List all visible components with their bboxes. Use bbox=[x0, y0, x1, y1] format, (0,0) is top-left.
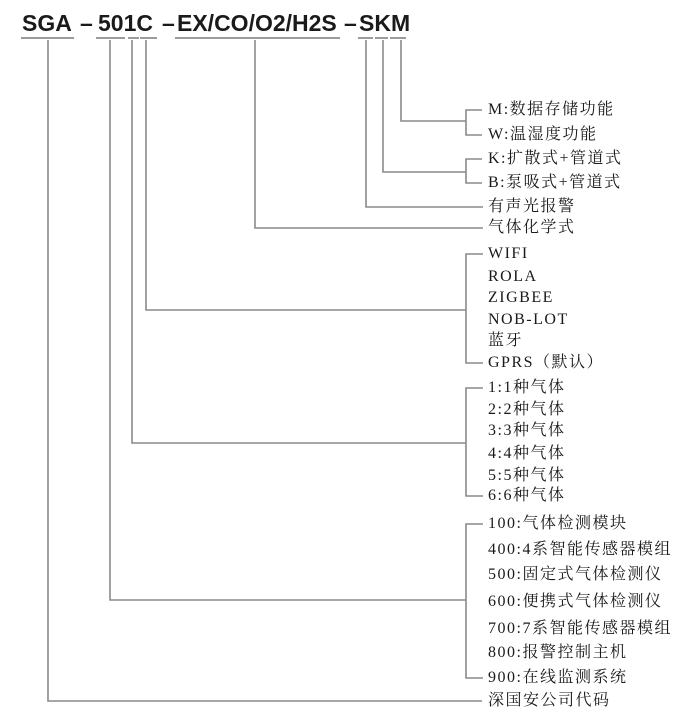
connector-gas-formula bbox=[255, 40, 483, 228]
label-gascount-4: 4:4种气体 bbox=[488, 445, 566, 462]
model-gas-formulas: EX/CO/O2/H2S bbox=[177, 10, 337, 36]
connector-company-code bbox=[48, 40, 482, 701]
label-series-800: 800:报警控制主机 bbox=[488, 644, 628, 661]
label-sampling-k: K:扩散式+管道式 bbox=[488, 150, 623, 167]
bracket-communication bbox=[466, 254, 483, 363]
bracket-sampling bbox=[466, 159, 482, 183]
label-series-500: 500:固定式气体检测仪 bbox=[488, 566, 663, 583]
label-series-900: 900:在线监测系统 bbox=[488, 669, 628, 686]
bracket-gas-count bbox=[466, 388, 483, 496]
connector-storage bbox=[401, 40, 466, 121]
connector-gas-count bbox=[132, 40, 466, 443]
label-comm-rola: ROLA bbox=[488, 268, 538, 285]
separator-dash-3: – bbox=[344, 10, 357, 36]
model-series-code: 501C bbox=[98, 10, 153, 36]
label-storage-m: M:数据存储功能 bbox=[488, 101, 615, 118]
label-gascount-2: 2:2种气体 bbox=[488, 401, 566, 418]
label-alarm: 有声光报警 bbox=[488, 198, 576, 215]
bracket-product-series bbox=[466, 524, 483, 678]
label-gascount-6: 6:6种气体 bbox=[488, 487, 566, 504]
separator-dash-2: – bbox=[162, 10, 175, 36]
label-gascount-5: 5:5种气体 bbox=[488, 467, 566, 484]
label-sampling-b: B:泵吸式+管道式 bbox=[488, 174, 622, 191]
bracket-storage bbox=[466, 110, 482, 135]
label-series-700: 700:7系智能传感器模组 bbox=[488, 620, 672, 637]
separator-dash-1: – bbox=[80, 10, 93, 36]
label-gascount-3: 3:3种气体 bbox=[488, 422, 566, 439]
label-comm-wifi: WIFI bbox=[488, 245, 529, 262]
model-function-codes: SKM bbox=[359, 10, 411, 36]
label-gas-formula: 气体化学式 bbox=[488, 219, 576, 236]
connector-product-series bbox=[110, 40, 466, 600]
label-gascount-1: 1:1种气体 bbox=[488, 379, 566, 396]
label-comm-bluetooth: 蓝牙 bbox=[488, 332, 524, 349]
label-series-400: 400:4系智能传感器模组 bbox=[488, 541, 672, 558]
label-comm-noblot: NOB-LOT bbox=[488, 311, 569, 328]
label-series-600: 600:便携式气体检测仪 bbox=[488, 593, 663, 610]
connector-sampling bbox=[383, 40, 466, 172]
label-comm-gprs: GPRS（默认） bbox=[488, 354, 605, 371]
model-company-code: SGA bbox=[22, 10, 72, 36]
label-storage-w: W:温湿度功能 bbox=[488, 126, 598, 143]
label-comm-zigbee: ZIGBEE bbox=[488, 289, 554, 306]
label-company-code: 深国安公司代码 bbox=[488, 692, 611, 709]
label-series-100: 100:气体检测模块 bbox=[488, 515, 628, 532]
connector-communication bbox=[146, 40, 466, 310]
